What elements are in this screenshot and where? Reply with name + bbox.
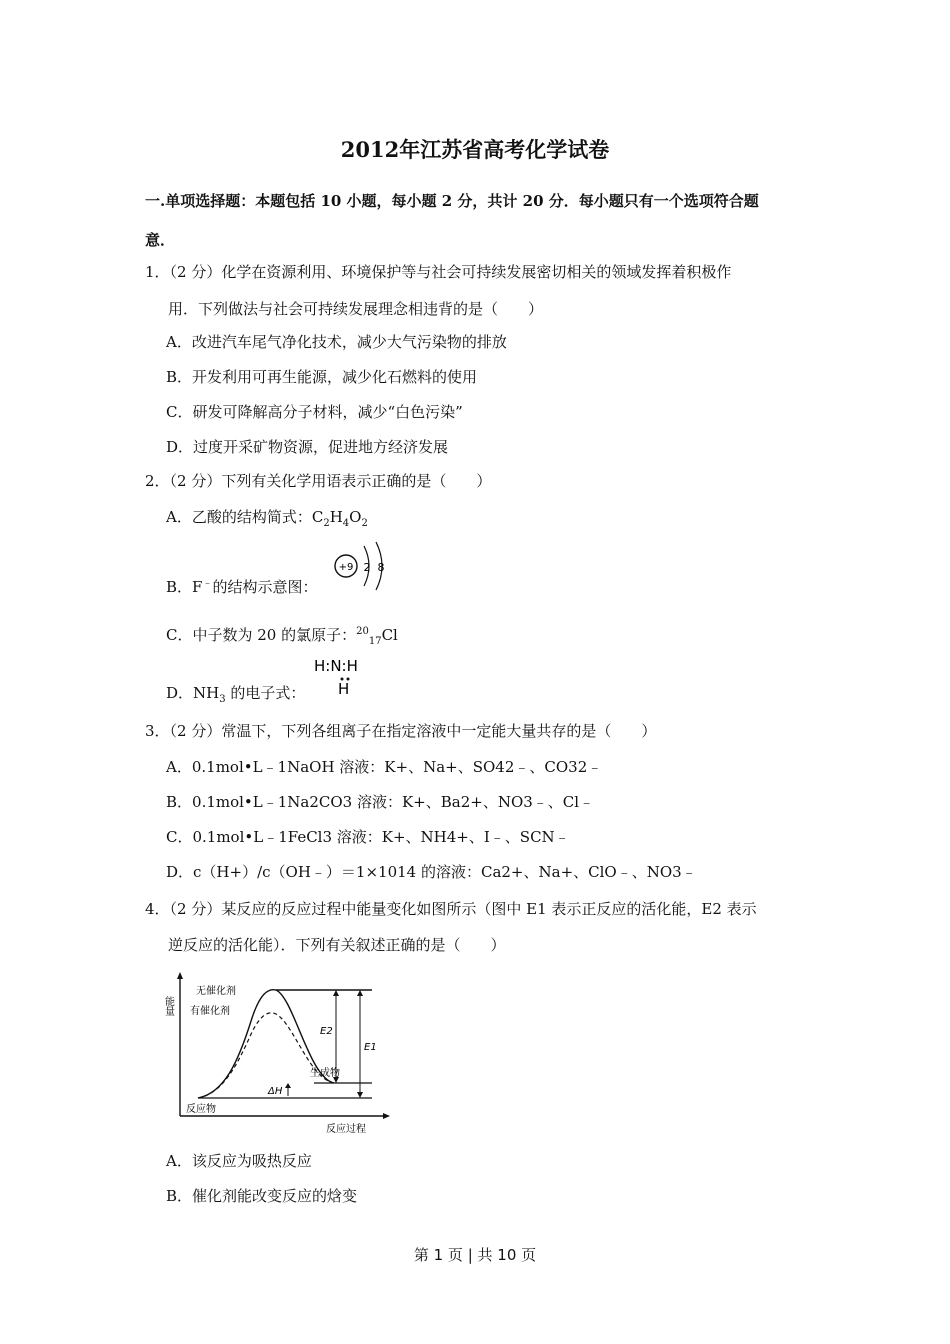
q1-stem-line2: 用．下列做法与社会可持续发展理念相违背的是（ ） <box>168 300 544 318</box>
lewis-top-row: H:N:H <box>314 657 358 675</box>
e1-arrowhead-top <box>357 990 363 996</box>
energy-profile-diagram <box>164 968 396 1136</box>
q1-option-a: A．改进汽车尾气净化技术，减少大气污染物的排放 <box>166 333 507 351</box>
dh-arrowhead <box>285 1083 291 1088</box>
page-title: 2012年江苏省高考化学试卷 <box>340 137 610 162</box>
q2-option-c <box>166 624 398 645</box>
reactant-label: 反应物 <box>186 1104 216 1115</box>
page-footer: 第 1 页 | 共 10 页 <box>413 1246 537 1264</box>
q3-option-c: C．0.1mol•L﹣1FeCl3 溶液：K+、NH4+、I﹣、SCN﹣ <box>166 828 570 846</box>
formula-sub: 4 <box>342 518 350 529</box>
q3-option-b: B．0.1mol•L﹣1Na2CO3 溶液：K+、Ba2+、NO3﹣、Cl﹣ <box>166 793 595 811</box>
q2-option-b-prefix: B．F <box>166 578 203 596</box>
q1-option-b: B．开发利用可再生能源，减少化石燃料的使用 <box>166 368 478 386</box>
y-axis-arrow <box>177 972 183 979</box>
q2-option-a <box>166 506 368 527</box>
e2-arrowhead-top <box>333 990 339 996</box>
q3-stem: 3．（2 分）常温下，下列各组离子在指定溶液中一定能大量共存的是（ ） <box>145 722 657 740</box>
formula-part: C <box>311 508 324 526</box>
e1-arrowhead-bottom <box>357 1092 363 1098</box>
q4-stem-line2: 逆反应的活化能）．下列有关叙述正确的是（ ） <box>168 936 506 954</box>
y-axis-label: 能量 <box>162 996 174 1016</box>
q2-option-b <box>166 576 317 597</box>
section-heading-line2: 意． <box>145 231 176 249</box>
shell-2-electrons: 8 <box>377 561 385 574</box>
section-heading-line1: 一.单项选择题：本题包括 10 小题，每小题 2 分，共计 20 分．每小题只有一个选项符合题 <box>145 192 759 210</box>
formula-part: O <box>349 508 362 526</box>
mass-number: 20 <box>356 626 369 637</box>
e2-label: E2 <box>320 1026 333 1037</box>
q3-option-a: A．0.1mol•L﹣1NaOH 溶液：K+、Na+、SO42﹣、CO32﹣ <box>166 758 603 776</box>
product-label: 生成物 <box>310 1068 340 1079</box>
q3-option-d: D．c（H+）/c（OH﹣）＝1×1014 的溶液：Ca2+、Na+、ClO﹣、NO3﹣ <box>166 863 697 881</box>
q2-option-d-suffix: 的电子式： <box>225 684 306 702</box>
nucleus-charge: +9 <box>338 562 354 573</box>
e1-label: E1 <box>364 1042 377 1053</box>
formula-sub: 2 <box>361 518 368 529</box>
formula-sub: 3 <box>219 694 226 705</box>
q1-option-c: C．研发可降解高分子材料，减少“白色污染” <box>166 403 463 421</box>
no-catalyst-label: 无催化剂 <box>196 986 236 997</box>
q2-option-d-prefix: D．NH <box>166 684 220 702</box>
q4-stem-line1: 4．（2 分）某反应的反应过程中能量变化如图所示（图中 E1 表示正反应的活化能，E2 表示 <box>145 900 757 918</box>
x-axis-arrow <box>383 1113 390 1119</box>
q2-stem: 2．（2 分）下列有关化学用语表示正确的是（ ） <box>145 472 492 490</box>
q4-option-b: B．催化剂能改变反应的焓变 <box>166 1187 358 1205</box>
charge-sup: ﹣ <box>202 578 213 589</box>
q2-option-d <box>166 682 305 703</box>
shell-1-electrons: 2 <box>363 561 371 574</box>
formula-part: H <box>329 508 343 526</box>
catalyst-curve <box>198 1013 334 1098</box>
fluoride-ion-structure-diagram <box>330 537 392 587</box>
formula-sub: 2 <box>323 518 330 529</box>
element-symbol: Cl <box>381 626 398 644</box>
q2-option-a-text: A．乙酸的结构简式： <box>166 508 312 526</box>
q2-option-b-suffix: 的结构示意图： <box>212 578 318 596</box>
ammonia-lewis-structure <box>312 654 378 698</box>
atomic-number: 17 <box>368 636 382 647</box>
lewis-bottom-h: H <box>338 680 350 698</box>
q1-stem-line1: 1．（2 分）化学在资源利用、环境保护等与社会可持续发展密切相关的领域发挥着积极作 <box>145 263 732 281</box>
x-axis-label: 反应过程 <box>326 1124 366 1135</box>
q1-option-d: D．过度开采矿物资源，促进地方经济发展 <box>166 438 449 456</box>
dh-label: ΔH <box>268 1086 283 1097</box>
q4-option-a: A．该反应为吸热反应 <box>166 1152 312 1170</box>
q2-option-c-text: C．中子数为 20 的氯原子： <box>166 626 357 644</box>
with-catalyst-label: 有催化剂 <box>190 1006 230 1017</box>
